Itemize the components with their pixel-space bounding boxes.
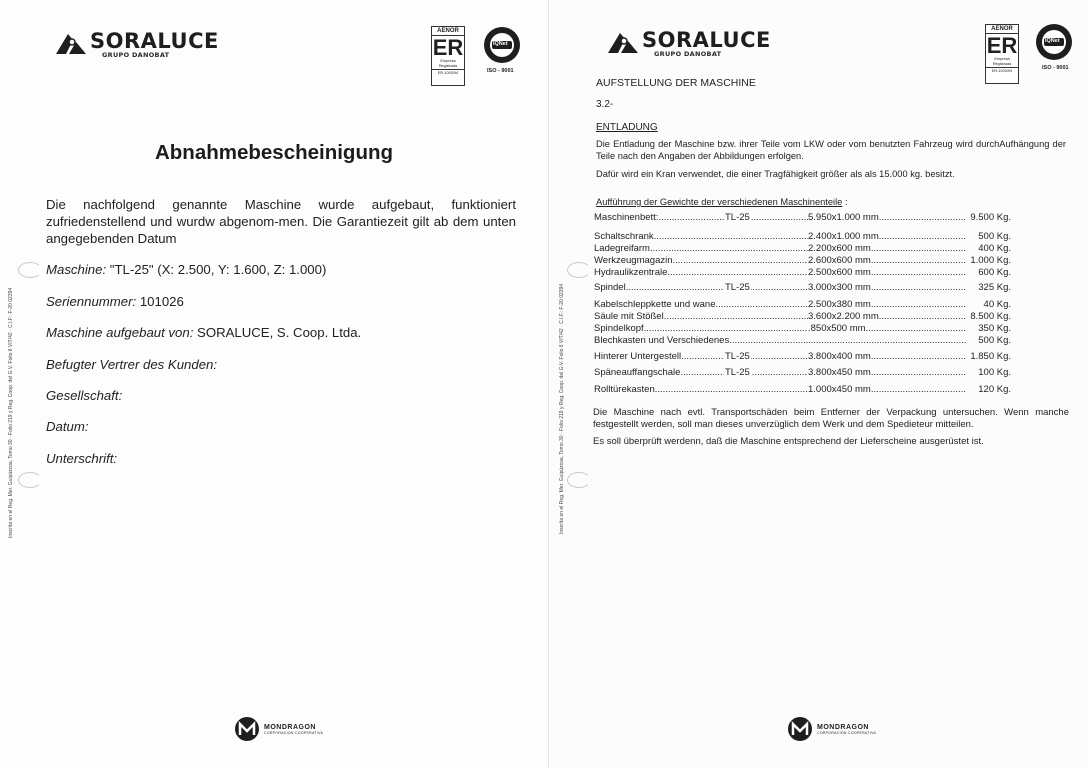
registrada-label: Registrada	[438, 63, 458, 68]
weights-title-text: Aufführung der Gewichte der verschiedenen Maschinenteile	[596, 197, 843, 207]
iso-label: ISO - 9001	[487, 68, 514, 74]
weight-part-weight: 1.850 Kg.	[966, 351, 1011, 362]
weight-part-text: Maschinenbett:	[594, 212, 659, 223]
punch-hole	[567, 262, 591, 278]
weight-part-name	[594, 212, 808, 223]
weight-part-weight: 1.000 Kg.	[966, 255, 1011, 266]
weight-row	[594, 367, 1014, 379]
weight-part-name	[594, 351, 808, 362]
weight-part-name	[594, 384, 808, 395]
weight-part-text: Späneauffangschale	[594, 367, 681, 378]
punch-hole	[18, 262, 42, 278]
installer-value: SORALUCE, S. Coop. Ltda.	[193, 325, 362, 340]
aenor-certificate	[985, 24, 1019, 84]
company-label: Gesellschaft:	[46, 388, 123, 403]
weight-part-text: Schaltschrank	[594, 231, 654, 242]
weight-row	[594, 243, 1014, 255]
weight-part-dimensions	[808, 367, 976, 378]
weight-row	[594, 212, 1014, 224]
weight-part-dimensions	[808, 267, 976, 278]
empresa-label: Empresa	[440, 59, 456, 63]
empresa-label: Empresa	[994, 57, 1010, 61]
aenor-label: AENOR	[986, 25, 1018, 34]
weight-part-model: TL-25	[725, 367, 750, 378]
machine-label: Maschine:	[46, 262, 107, 277]
soraluce-logo	[606, 29, 771, 58]
weight-part-name	[594, 231, 808, 242]
weight-part-weight: 500 Kg.	[966, 335, 1011, 346]
iqnet-seal	[1035, 23, 1073, 66]
brand-name: SORALUCE	[90, 29, 219, 53]
section-heading: AUFSTELLUNG DER MASCHINE	[596, 77, 756, 89]
installer-label: Maschine aufgebaut von:	[46, 325, 194, 340]
weight-part-text: Spindel	[594, 282, 626, 293]
weight-dimensions-text: 3.600x2.200 mm	[808, 311, 879, 322]
weight-part-text: Hydraulikzentrale	[594, 267, 668, 278]
weight-part-weight: 400 Kg.	[966, 243, 1011, 254]
aenor-label: AENOR	[432, 27, 464, 36]
machine-value: "TL-25" (X: 2.500, Y: 1.600, Z: 1.000)	[106, 262, 327, 277]
weight-part-model: TL-25	[725, 212, 750, 223]
weight-part-weight: 325 Kg.	[966, 282, 1011, 293]
registrada-label: Registrada	[992, 61, 1012, 66]
weight-part-name	[594, 255, 808, 266]
section-number: 3.2-	[596, 99, 614, 110]
signature-field	[46, 451, 117, 466]
weight-part-name	[594, 335, 808, 346]
weight-part-text: Werkzeugmagazin	[594, 255, 673, 266]
iqnet-label: IQNet	[493, 41, 508, 47]
mondragon-logo	[234, 716, 323, 742]
mondragon-emblem-icon	[234, 716, 260, 742]
weight-part-name	[594, 267, 808, 278]
brand-subtitle: GRUPO DANOBAT	[102, 51, 170, 59]
mondragon-emblem-icon	[787, 716, 813, 742]
machine-field	[46, 262, 326, 277]
subsection-heading: ENTLADUNG	[596, 122, 658, 133]
installation-page	[549, 0, 1089, 768]
weight-part-dimensions	[808, 212, 976, 223]
unloading-paragraph: Die Entladung der Maschine bzw. ihrer Teile vom LKW oder vom benutzten Fahrzeug wird durchAufhängung der Teile nach den Angaben der Abbildungen erfolgen.	[596, 139, 1066, 161]
weight-part-dimensions	[808, 311, 976, 322]
mondragon-subtitle: CORPORACION COOPERATIVA	[817, 730, 877, 735]
weight-row	[594, 255, 1014, 267]
weight-part-weight: 9.500 Kg.	[966, 212, 1011, 223]
weight-dimensions-text: 1.000x450 mm	[808, 384, 871, 395]
er-mark: ER	[986, 33, 1018, 58]
er-number: ER-1003/94	[986, 67, 1018, 74]
weight-row	[594, 299, 1014, 311]
weight-part-text: Ladegreifarm	[594, 243, 650, 254]
soraluce-emblem-icon	[54, 30, 88, 56]
weights-title	[596, 197, 848, 207]
soraluce-logo	[54, 30, 219, 59]
intro-paragraph: Die nachfolgend genannte Maschine wurde aufgebaut, funktioniert zufriedenstellend und wurdw abgenom-men. Die Garantiezeit gilt ab dem unten angegebenden Datum	[46, 197, 516, 246]
iqnet-label: IQNet	[1045, 38, 1060, 44]
mondragon-name: MONDRAGON	[264, 723, 316, 731]
weight-part-model: TL-25	[725, 351, 750, 362]
iqnet-seal	[483, 26, 521, 69]
iso-label: ISO - 9001	[1042, 65, 1069, 71]
weight-part-dimensions	[808, 335, 976, 346]
weight-dimensions-text: 2.500x380 mm	[808, 299, 871, 310]
weight-part-text: Spindelkopf	[594, 323, 644, 334]
weight-row	[594, 267, 1014, 279]
weight-dimensions-text: 3.000x300 mm	[808, 282, 871, 293]
weight-part-name	[594, 323, 808, 334]
representative-field	[46, 357, 217, 372]
page-title: Abnahmebescheinigung	[154, 141, 394, 164]
brand-subtitle: GRUPO DANOBAT	[654, 50, 722, 58]
punch-hole	[567, 472, 591, 488]
weight-dimensions-text: .850x500 mm	[808, 323, 866, 334]
weight-part-dimensions	[808, 231, 976, 242]
weight-part-weight: 350 Kg.	[966, 323, 1011, 334]
weight-dimensions-text: 2.400x1.000 mm.	[808, 231, 882, 242]
weight-part-model: TL-25	[725, 282, 750, 293]
weight-part-dimensions	[808, 351, 976, 362]
er-mark: ER	[432, 35, 464, 60]
er-number: ER-1003/94	[432, 69, 464, 76]
weight-row	[594, 282, 1014, 294]
weight-part-name	[594, 299, 808, 310]
serial-label: Seriennummer:	[46, 294, 137, 309]
serial-field	[46, 294, 184, 309]
weight-row	[594, 384, 1014, 396]
mondragon-logo	[787, 716, 876, 742]
serial-value: 101026	[136, 294, 184, 309]
installer-field	[46, 325, 361, 340]
weight-part-dimensions	[808, 255, 976, 266]
weight-part-name	[594, 282, 808, 293]
weight-row	[594, 231, 1014, 243]
weight-dimensions-text: 5.950x1.000 mm.	[808, 212, 882, 223]
punch-hole	[18, 472, 42, 488]
brand-name: SORALUCE	[642, 28, 771, 52]
delivery-check-paragraph: Es soll überprüft werdenn, daß die Maschine entsprechend der Lieferscheine ausgerüstet ist.	[593, 436, 984, 447]
weight-dimensions-text: 2.600x600 mm.	[808, 255, 874, 266]
weight-part-weight: 40 Kg.	[966, 299, 1011, 310]
date-label: Datum:	[46, 419, 89, 434]
weight-part-weight: 8.500 Kg.	[966, 311, 1011, 322]
weight-part-name	[594, 367, 808, 378]
soraluce-emblem-icon	[606, 29, 640, 55]
representative-label: Befugter Vertrer des Kunden:	[46, 357, 218, 372]
aenor-certificate	[431, 26, 465, 86]
mondragon-name: MONDRAGON	[817, 723, 869, 731]
weight-part-weight: 100 Kg.	[966, 367, 1011, 378]
weight-part-dimensions	[808, 299, 976, 310]
weight-part-name	[594, 243, 808, 254]
weight-dimensions-text: 2.500x600 mm.	[808, 267, 874, 278]
weight-row	[594, 323, 1014, 335]
registry-sidebar-text: Inscrita en el Reg. Mer. Guipúzcoa, Tomo 30 · Folio 219 y Reg. Coop. del G.V. Folio 6 VIT/42 · C.I.F.: F-20 02394	[8, 287, 14, 538]
weight-part-text: Rolltürekasten	[594, 384, 655, 395]
weight-dimensions-text: 2.200x600 mm.	[808, 243, 874, 254]
weight-part-weight: 600 Kg.	[966, 267, 1011, 278]
weight-row	[594, 335, 1014, 347]
weight-row	[594, 311, 1014, 323]
weight-part-dimensions	[808, 384, 976, 395]
weight-row	[594, 351, 1014, 363]
weights-title-colon: :	[842, 197, 848, 207]
weight-dimensions-text: 3.800x450 mm	[808, 367, 871, 378]
mondragon-subtitle: CORPORACION COOPERATIVA	[264, 730, 324, 735]
weight-part-dimensions	[808, 323, 976, 334]
weight-part-weight: 500 Kg.	[966, 231, 1011, 242]
weight-part-weight: 120 Kg.	[966, 384, 1011, 395]
weight-part-text: Säule mit Stößel	[594, 311, 664, 322]
crane-paragraph: Dafür wird ein Kran verwendet, die einer Tragfähigkeit größer als als 15.000 kg. besitzt.	[596, 169, 955, 179]
registry-sidebar-text: Inscrita en el Reg. Mer. Guipúzcoa, Tomo 30 · Folio 219 y Reg. Coop. del G.V. Folio 6 VIT/42 · C.I.F.: F-20 02394	[559, 283, 565, 534]
weight-part-text: Kabelschleppkette und wane	[594, 299, 716, 310]
weight-part-name	[594, 311, 808, 322]
weight-part-text: Hinterer Untergestell	[594, 351, 682, 362]
weight-part-dimensions	[808, 243, 976, 254]
signature-label: Unterschrift:	[46, 451, 118, 466]
inspection-paragraph: Die Maschine nach evtl. Transportschäden beim Entferner der Verpackung untersuchen. Wenn manche festgestellt werden, soll man dieses unverzüglich dem Werk und dem Spedieteur mitteilen.	[593, 407, 1069, 430]
weight-dimensions-text: 3.800x400 mm	[808, 351, 871, 362]
weight-part-dimensions	[808, 282, 976, 293]
weight-part-text: Blechkasten und Verschiedenes	[594, 335, 730, 346]
company-field	[46, 388, 122, 403]
date-field	[46, 419, 89, 434]
